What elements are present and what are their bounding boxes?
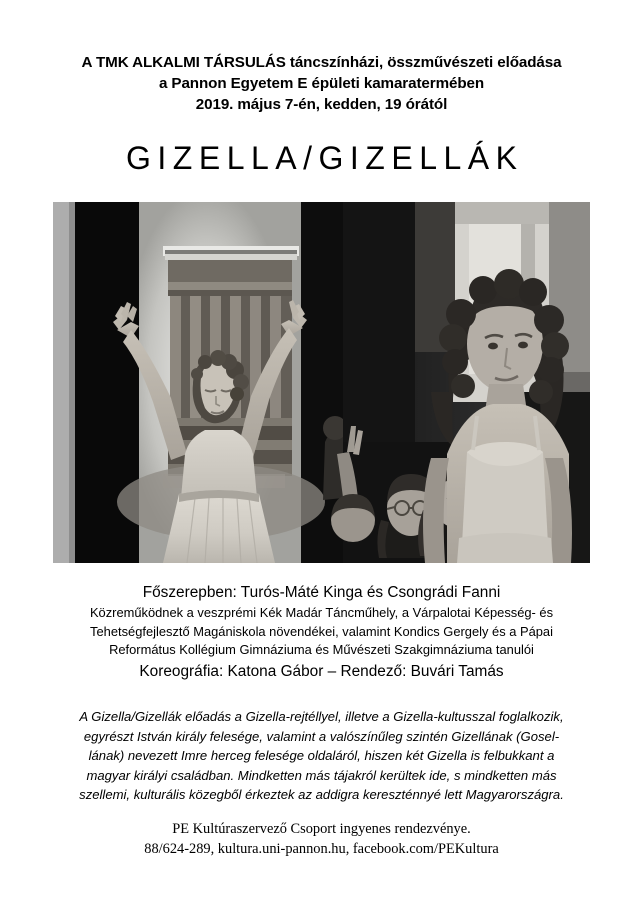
header-line-datetime: 2019. május 7-én, kedden, 19 órától [195, 96, 448, 113]
synopsis-line-1: A Gizella/Gizellák előadás a Gizella-rejtéllyel, illetve a Gizella-kultusszal foglalkozik, [79, 709, 564, 724]
credit-contributors-line-3: Református Kollégium Gimnáziuma és Művészeti Szakgimnáziuma tanulói [109, 642, 534, 658]
credit-contributors-line-1: Közreműködnek a veszprémi Kék Madár Táncműhely, a Várpalotai Képesség- és [89, 605, 554, 620]
footer-organizer: PE Kultúraszervező Csoport ingyenes rendezvénye. [172, 821, 471, 837]
credit-lead-roles: Főszerepben: Turós-Máté Kinga és Csongrádi Fanni [142, 584, 501, 601]
footer-block [0, 820, 643, 859]
header-line-organizer: A TMK ALKALMI TÁRSULÁS táncszínházi, összművészeti előadása [81, 54, 562, 71]
footer-contact: 88/624-289, kultura.uni-pannon.hu, facebook.com/PEKultura [144, 840, 499, 857]
credits-block [0, 582, 643, 683]
synopsis-line-3: lának) nevezett Imre herceg felesége oldaláról, hiszen két Gizella is felbukkant a [88, 748, 555, 764]
credit-choreography: Koreográfia: Katona Gábor – Rendező: Buvári Tamás [139, 662, 504, 680]
synopsis-line-4: magyar királyi családban. Mindketten más tájakról kerültek ide, s mindketten más [86, 767, 557, 783]
page-title: GIZELLA/GIZELLÁK [126, 140, 524, 176]
synopsis-line-5: szellemi, kulturális közegből érkeztek az addigra kereszténnyé lett Magyarországra. [79, 787, 564, 803]
credit-contributors-line-2: Tehetségfejlesztő Magániskola növendékei, valamint Kondics Gergely és a Pápai [90, 623, 553, 639]
poster-header [0, 52, 643, 115]
performance-photo [53, 202, 590, 563]
header-line-venue: a Pannon Egyetem E épületi kamaratermében [158, 75, 485, 92]
synopsis-line-2: egyrészt István király felesége, valamint a valószínűleg szintén Gizellának (Gosel- [83, 728, 560, 744]
synopsis-text [52, 707, 591, 805]
